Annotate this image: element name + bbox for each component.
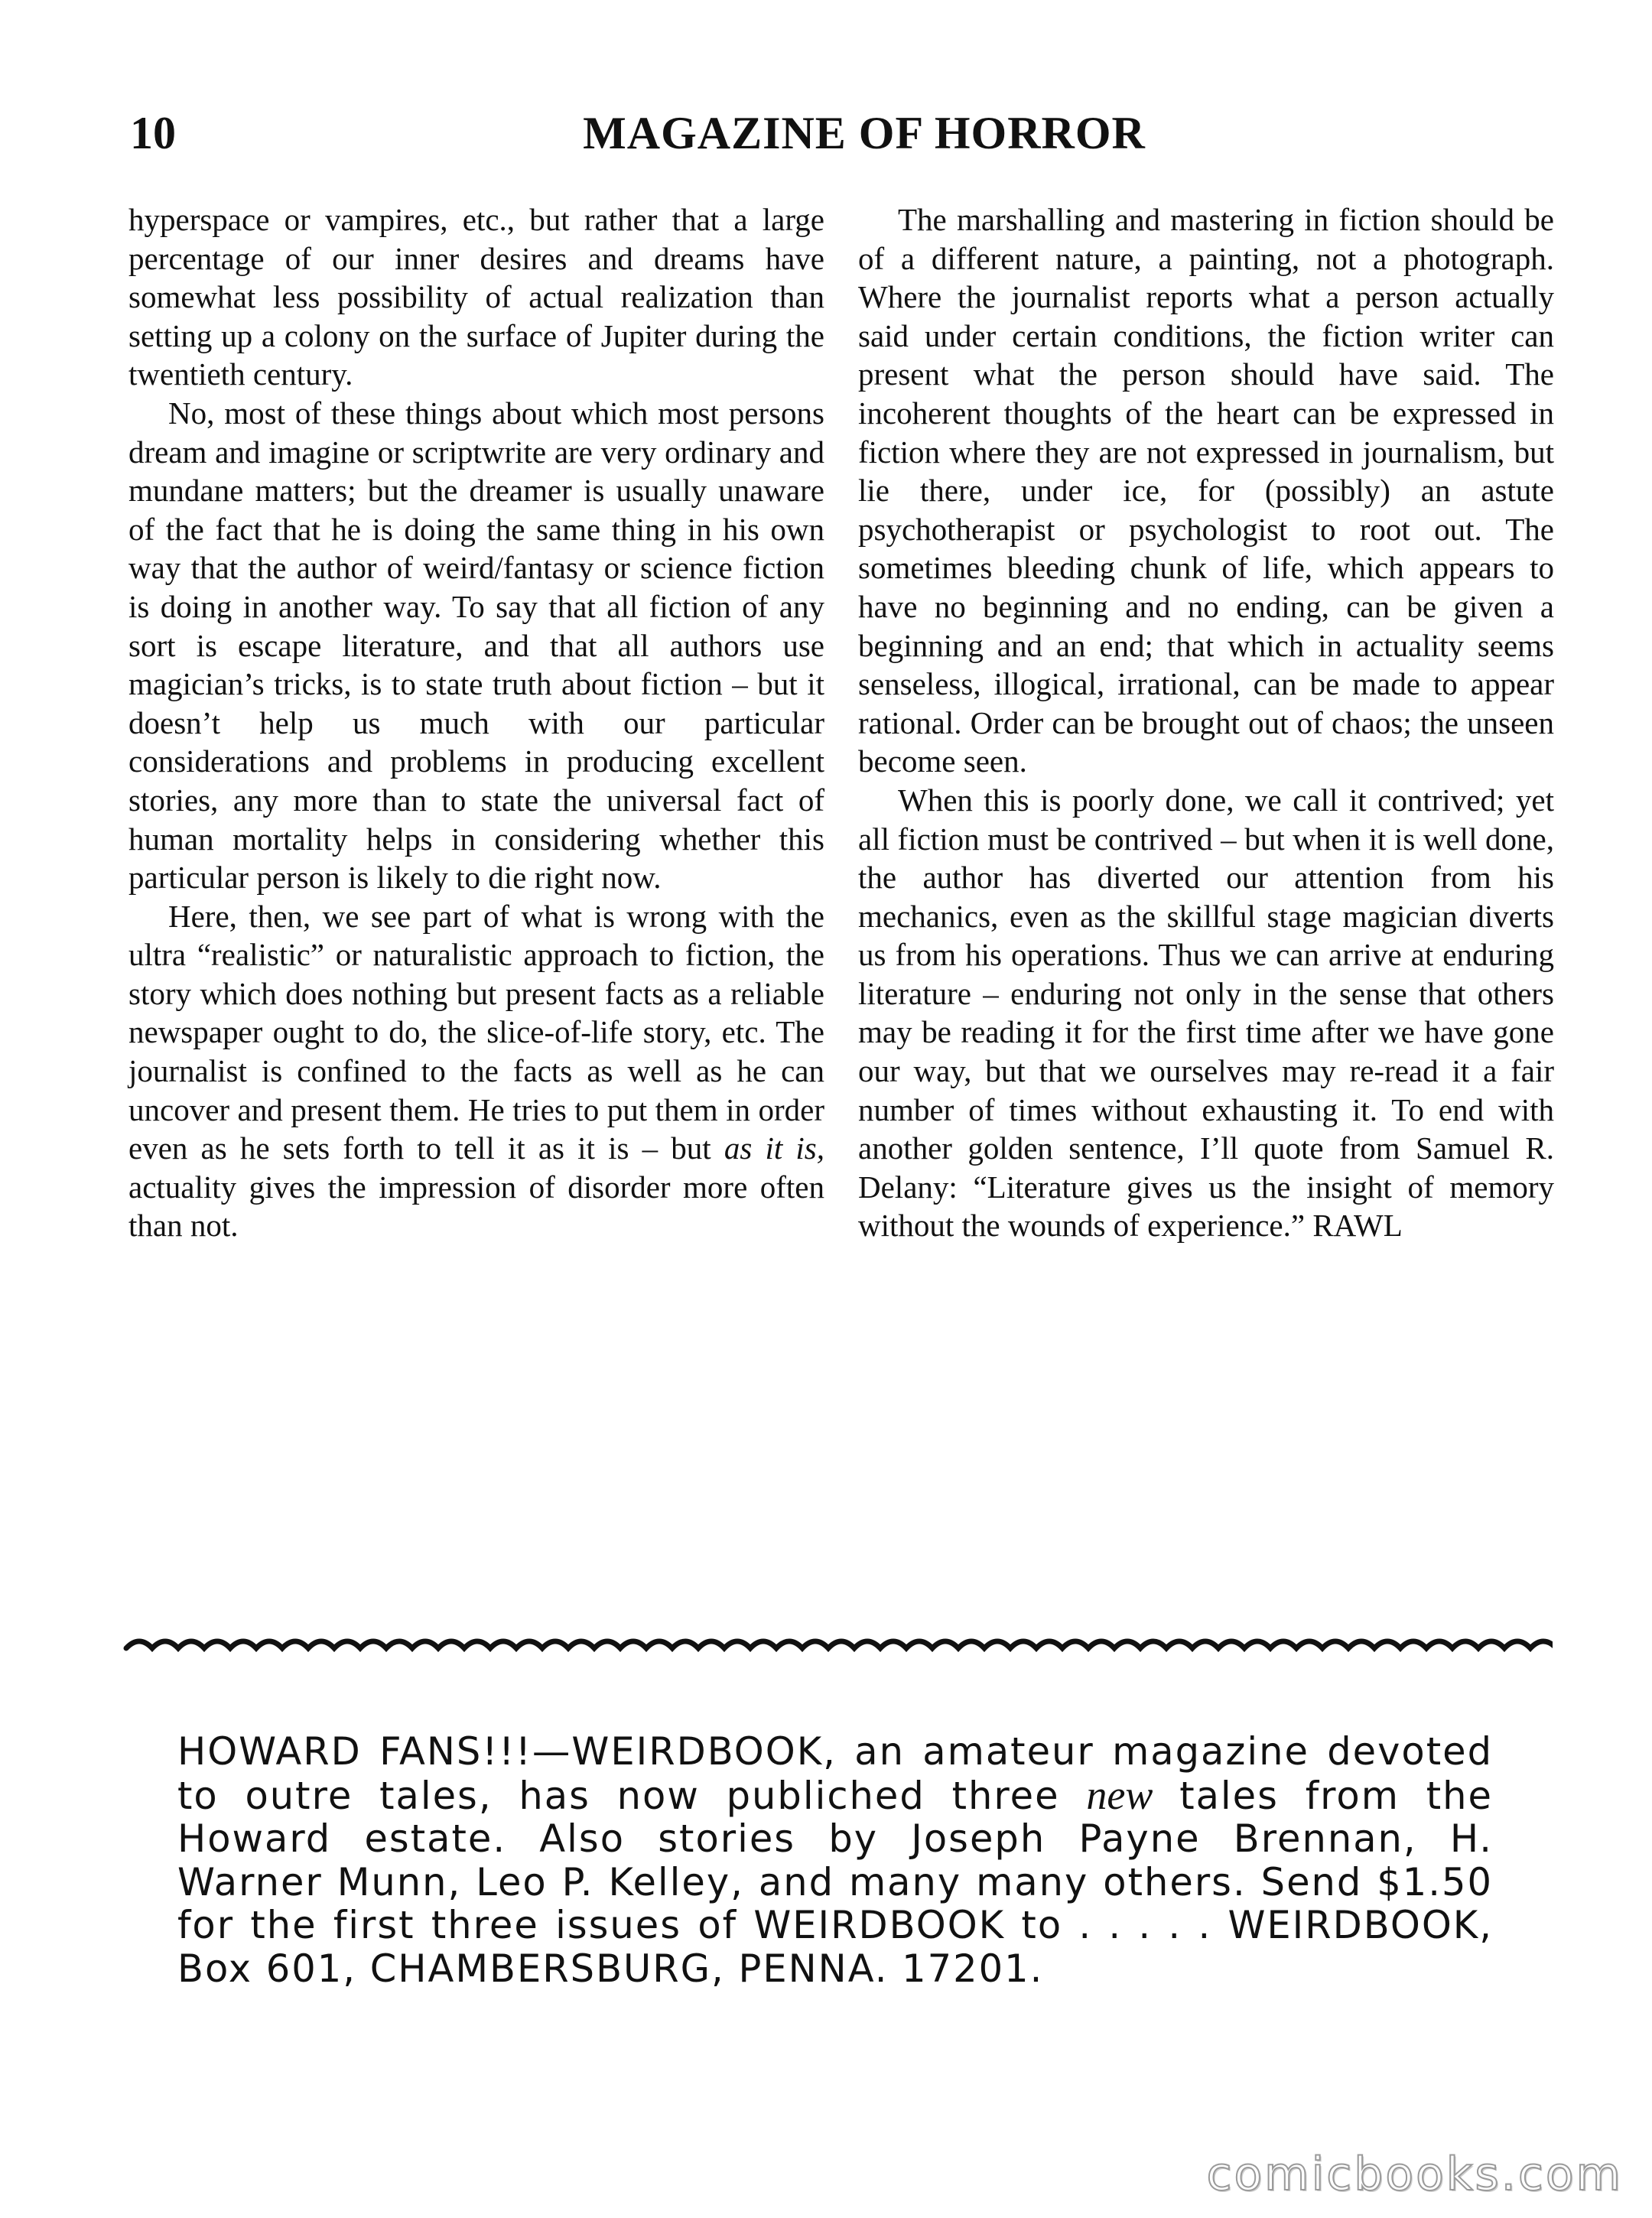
watermark-logo: comicbooks.com: [1206, 2148, 1623, 2201]
right-paragraph-1: The marshalling and mastering in fiction should be of a different nature, a painting, not a photograph. Where the journalist reports what a person actually said under certain conditions, the fiction writer can present what the person should have said. The incoherent thoughts of the heart can be expressed in fiction where they are not expressed in journalism, but lie there, under ice, for (possibly) an astute psychotherapist or psychologist to root out. The sometimes bleeding chunk of life, which appears to have no beginning and no ending, can be given a beginning and an end; that which in actuality seems senseless, illogical, irrational, can be made to appear rational. Order can be brought out of chaos; the unseen become seen.: [858, 202, 1554, 779]
advertisement-text: [177, 1730, 1493, 1990]
left-paragraph-3: [128, 897, 824, 1245]
left-paragraph-1: hyperspace or vampires, etc., but rather that a large percentage of our inner desires and dreams have somewhat less possibility of actual realization than setting up a colony on the surface of Jupiter during the twentieth century.: [128, 202, 824, 392]
left-paragraph-2: No, most of these things about which most persons dream and imagine or scriptwrite are very ordinary and mundane matters; but the dreamer is usually unaware of the fact that he is doing the same thing in his own way that the author of weird/fantasy or science fiction is doing in another way. To say that all fiction of any sort is escape literature, and that all authors use magician’s tricks, is to state truth about fiction – but it doesn’t help us much with our particular considerations and problems in producing excellent stories, any more than to state the universal fact of human mortality helps in considering whether this particular person is likely to die right now.: [128, 395, 824, 896]
wavy-divider: [122, 1633, 1553, 1664]
left-paragraph-3-tail: actuality gives the impression of disorder more often than not.: [128, 1169, 824, 1244]
page-header: [122, 107, 1545, 176]
weirdbook-advertisement: [177, 1730, 1493, 1990]
ad-emphasis: new: [1086, 1771, 1153, 1818]
right-column: [858, 200, 1554, 1245]
left-paragraph-3-emphasis: as it is,: [724, 1130, 824, 1166]
left-paragraph-3-text: Here, then, we see part of what is wrong with the ultra “realistic” or naturalistic approach to fiction, the story which does nothing but present facts as a reliable newspaper ought to do, the slice-of-life story, etc. The journalist is confined to the facts as well as he can uncover and present them. He tries to put them in order even as he sets forth to tell it as it is – but: [128, 898, 824, 1166]
magazine-title: MAGAZINE OF HORROR: [583, 108, 1146, 158]
ad-text-after: tales from the Howard estate. Also stories by Joseph Payne Brennan, H. Warner Munn, Leo P. Kelley, and many many others. Send $1.50 for the first three issues of WEIRDBOOK to . . . . . WEIRDBOOK, Box 601, CHAMBERSBURG, PENNA. 17201.: [177, 1773, 1493, 1991]
page-number: 10: [130, 108, 176, 158]
left-column: [128, 200, 824, 1245]
ad-text-before: HOWARD FANS!!!—WEIRDBOOK, an amateur magazine devoted to outre tales, has now publiched three: [177, 1729, 1493, 1818]
right-paragraph-2: When this is poorly done, we call it contrived; yet all fiction must be contrived – but when it is well done, the author has diverted our attention from his mechanics, even as the skillful stage magician diverts us from his operations. Thus we can arrive at enduring literature – enduring not only in the sense that others may be reading it for the first time after we have gone our way, but that we ourselves may re-read it a fair number of times without exhausting it. To end with another golden sentence, I’ll quote from Samuel R. Delany: “Literature gives us the insight of memory without the wounds of experience.” RAWL: [858, 782, 1554, 1244]
